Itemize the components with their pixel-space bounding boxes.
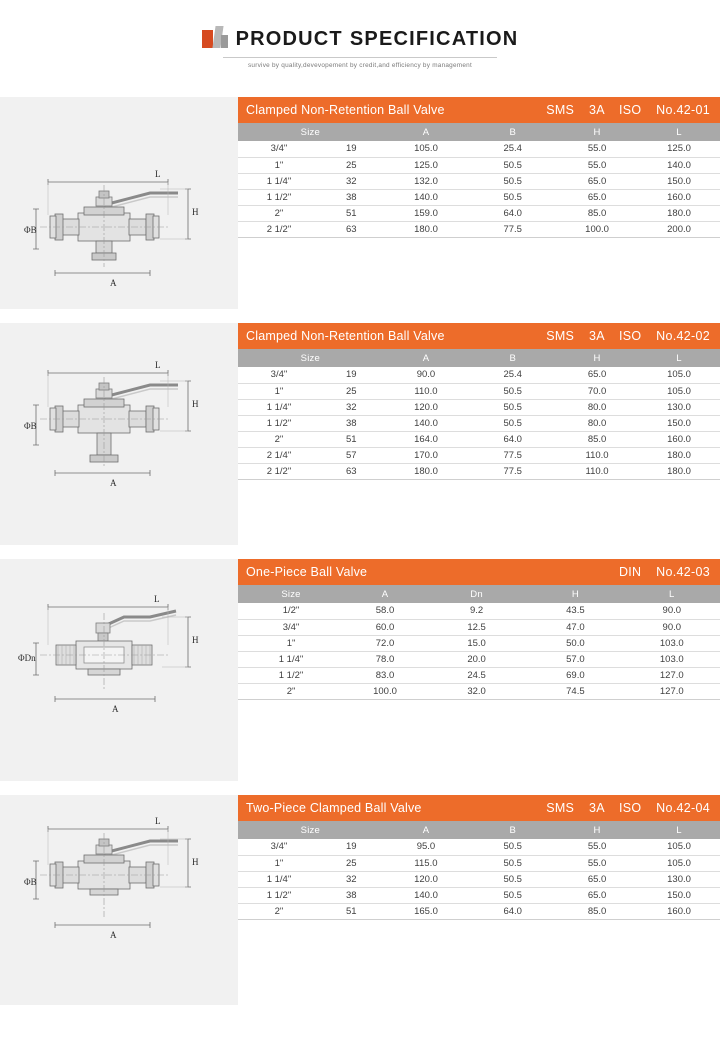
dim-label-H: H xyxy=(192,399,199,409)
table-header-row xyxy=(238,349,720,367)
col-a: A xyxy=(383,821,470,839)
table-row: 2 1/4" 57 170.0 77.5 110.0 180.0 xyxy=(238,447,720,463)
section-title-3: One-Piece Ball Valve xyxy=(246,565,368,579)
table-row: 1/2" 58.0 9.2 43.5 90.0 xyxy=(238,603,720,619)
col-b: B xyxy=(469,821,556,839)
table-row: 1" 25 110.0 50.5 70.0 105.0 xyxy=(238,383,720,399)
table-row: 3/4" 19 95.0 50.5 55.0 105.0 xyxy=(238,839,720,855)
col-l: L xyxy=(638,123,720,141)
section-title-2: Clamped Non-Retention Ball Valve xyxy=(246,329,445,343)
col-h: H xyxy=(556,123,638,141)
spec-section-2 xyxy=(0,323,720,545)
section-standard-1 xyxy=(535,103,710,117)
dim-label-A: A xyxy=(110,278,117,288)
col-a: A xyxy=(383,123,470,141)
dim-label-H: H xyxy=(192,635,199,645)
section-code-1: No.42-01 xyxy=(656,103,710,117)
table-row: 2" 51 164.0 64.0 85.0 160.0 xyxy=(238,431,720,447)
table-row: 2" 100.0 32.0 74.5 127.0 xyxy=(238,683,720,699)
header-title-row xyxy=(0,26,720,52)
section-standard-4 xyxy=(535,801,710,815)
table-row: 3/4" 19 105.0 25.4 55.0 125.0 xyxy=(238,141,720,157)
table-row: 2 1/2" 63 180.0 77.5 100.0 200.0 xyxy=(238,221,720,237)
dim-label-H: H xyxy=(192,857,199,867)
standard-sms: SMS xyxy=(546,103,575,117)
spec-section-4 xyxy=(0,795,720,1005)
dim-label-H: H xyxy=(192,207,199,217)
section-code-2: No.42-02 xyxy=(656,329,710,343)
dim-label-L: L xyxy=(155,169,161,179)
section-standard-3 xyxy=(608,565,710,579)
spec-table-wrap-4 xyxy=(238,795,720,1005)
col-l: L xyxy=(638,349,720,367)
col-size: Size xyxy=(238,123,383,141)
product-image-1 xyxy=(0,97,238,309)
table-row: 1 1/4" 32 120.0 50.5 80.0 130.0 xyxy=(238,399,720,415)
col-h: H xyxy=(556,349,638,367)
spec-table-2 xyxy=(238,349,720,480)
section-title-1: Clamped Non-Retention Ball Valve xyxy=(246,103,445,117)
standard-3a: 3A xyxy=(588,103,605,117)
col-h: H xyxy=(527,585,623,603)
page-title xyxy=(236,28,519,51)
section-banner-2 xyxy=(238,323,720,349)
table-header-row xyxy=(238,821,720,839)
standard-iso: ISO xyxy=(618,329,642,343)
col-l: L xyxy=(638,821,720,839)
table-row: 1 1/2" 38 140.0 50.5 65.0 160.0 xyxy=(238,189,720,205)
section-standard-2 xyxy=(535,329,710,343)
valve-drawing-4 xyxy=(0,795,238,1005)
table-row: 1" 25 125.0 50.5 55.0 140.0 xyxy=(238,157,720,173)
spec-section-1 xyxy=(0,97,720,309)
page-title-word2: SPECIFICATION xyxy=(349,27,519,50)
table-row: 1 1/4" 32 120.0 50.5 65.0 130.0 xyxy=(238,871,720,887)
header-rule xyxy=(223,57,497,69)
col-size: Size xyxy=(238,349,383,367)
dim-label-phiB: ΦB xyxy=(24,421,37,431)
dim-label-L: L xyxy=(155,360,161,370)
section-banner-4 xyxy=(238,795,720,821)
table-row: 1 1/4" 32 132.0 50.5 65.0 150.0 xyxy=(238,173,720,189)
spec-table-wrap-1 xyxy=(238,97,720,309)
dim-label-phiB: ΦB xyxy=(24,225,37,235)
valve-drawing-2 xyxy=(0,323,238,545)
col-l: L xyxy=(624,585,720,603)
col-a: A xyxy=(344,585,426,603)
dim-label-phiB: ΦB xyxy=(24,877,37,887)
standard-sms: SMS xyxy=(546,801,575,815)
spec-table-wrap-3 xyxy=(238,559,720,781)
table-header-row xyxy=(238,585,720,603)
standard-iso: ISO xyxy=(618,801,642,815)
table-row: 1 1/4" 78.0 20.0 57.0 103.0 xyxy=(238,651,720,667)
product-image-4 xyxy=(0,795,238,1005)
standard-iso: ISO xyxy=(618,103,642,117)
section-title-4: Two-Piece Clamped Ball Valve xyxy=(246,801,422,815)
table-row: 2" 51 159.0 64.0 85.0 180.0 xyxy=(238,205,720,221)
spec-table-wrap-2 xyxy=(238,323,720,545)
document-header xyxy=(0,0,720,69)
header-subtitle: survive by quality,devevopement by credit,and efficiency by management xyxy=(247,62,472,69)
product-spec-logo-icon xyxy=(202,26,228,52)
col-a: A xyxy=(383,349,470,367)
standard-din: DIN xyxy=(618,565,642,579)
product-image-2 xyxy=(0,323,238,545)
col-b: B xyxy=(469,123,556,141)
col-h: H xyxy=(556,821,638,839)
standard-3a: 3A xyxy=(588,329,605,343)
col-size: Size xyxy=(238,821,383,839)
dim-label-L: L xyxy=(155,816,161,826)
table-row: 1 1/2" 38 140.0 50.5 80.0 150.0 xyxy=(238,415,720,431)
table-row: 1 1/2" 38 140.0 50.5 65.0 150.0 xyxy=(238,887,720,903)
table-row: 3/4" 60.0 12.5 47.0 90.0 xyxy=(238,619,720,635)
section-code-4: No.42-04 xyxy=(656,801,710,815)
section-banner-1 xyxy=(238,97,720,123)
standard-3a: 3A xyxy=(588,801,605,815)
dim-label-A: A xyxy=(110,478,117,488)
section-code-3: No.42-03 xyxy=(656,565,710,579)
table-row: 2" 51 165.0 64.0 85.0 160.0 xyxy=(238,903,720,919)
col-b: B xyxy=(469,349,556,367)
page-title-word1: PRODUCT xyxy=(235,27,343,50)
standard-sms: SMS xyxy=(546,329,575,343)
dim-label-L: L xyxy=(154,594,160,604)
dim-label-A: A xyxy=(112,704,119,714)
col-size: Size xyxy=(238,585,344,603)
col-dn: Dn xyxy=(426,585,527,603)
spec-table-4 xyxy=(238,821,720,920)
spec-table-1 xyxy=(238,123,720,238)
section-banner-3 xyxy=(238,559,720,585)
valve-drawing-3 xyxy=(0,559,238,781)
dim-label-phiDn: ΦDn xyxy=(18,653,36,663)
table-row: 1" 25 115.0 50.5 55.0 105.0 xyxy=(238,855,720,871)
table-header-row xyxy=(238,123,720,141)
spec-section-3 xyxy=(0,559,720,781)
table-row: 3/4" 19 90.0 25.4 65.0 105.0 xyxy=(238,367,720,383)
table-row: 1 1/2" 83.0 24.5 69.0 127.0 xyxy=(238,667,720,683)
table-row: 1" 72.0 15.0 50.0 103.0 xyxy=(238,635,720,651)
valve-drawing-1 xyxy=(0,97,238,309)
product-image-3 xyxy=(0,559,238,781)
table-row: 2 1/2" 63 180.0 77.5 110.0 180.0 xyxy=(238,463,720,479)
dim-label-A: A xyxy=(110,930,117,940)
spec-table-3 xyxy=(238,585,720,700)
